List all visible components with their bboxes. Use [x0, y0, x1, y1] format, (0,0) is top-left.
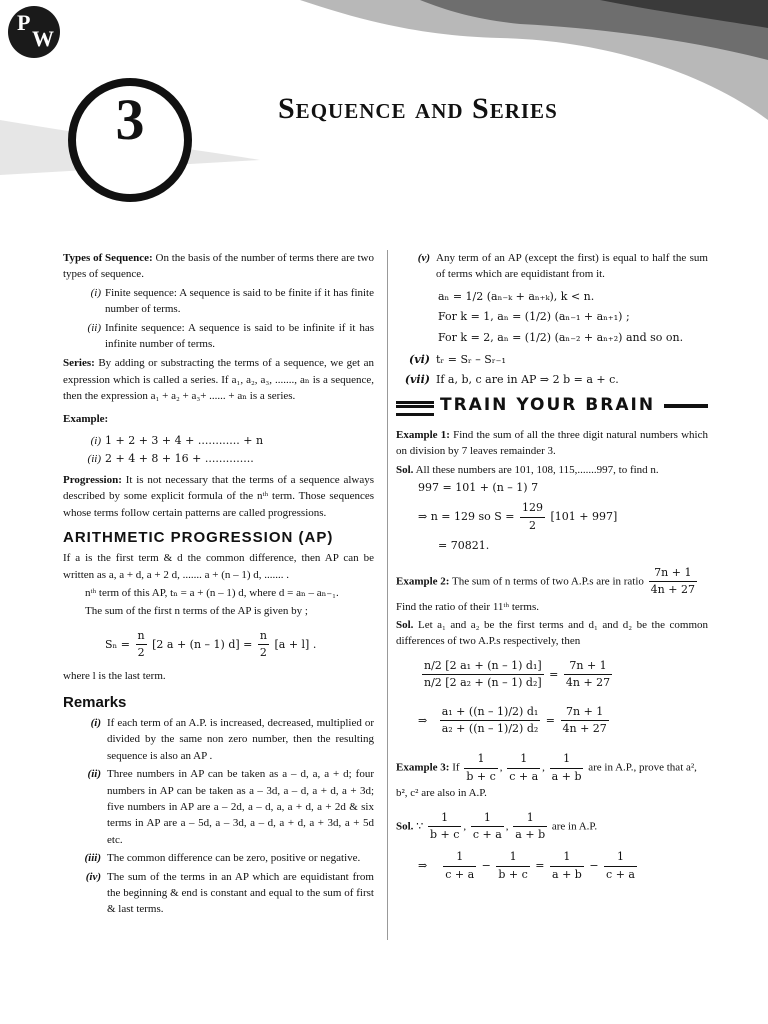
fraction: [604, 849, 637, 883]
logo-letter-w: W: [32, 26, 54, 51]
example-1: [396, 427, 708, 460]
series-text: By adding or substracting the terms of a sequence, we get an expression which is called a series. If a₁, a₂, a₃, ......., aₙ is a sequence, then the expression a₁ + a₂ + a₃+ ...... + aₙ is a series.: [63, 357, 374, 403]
fraction: [136, 628, 147, 662]
implies-symbol: ⇒: [418, 713, 428, 727]
property-item: [396, 372, 708, 388]
item-number: (vi): [409, 353, 430, 367]
banner-title: TRAIN YOUR BRAIN: [440, 394, 656, 415]
fraction-numerator: 7n + 1: [564, 658, 612, 675]
fraction: [464, 751, 497, 785]
fraction-numerator: 1: [507, 751, 540, 768]
property-item: [396, 250, 708, 283]
solution-label: Sol.: [396, 463, 414, 476]
sn-formula: [63, 628, 374, 662]
sn-mid: [2 a + (n – 1) d] =: [152, 637, 253, 651]
remark-item: [63, 766, 374, 848]
progression-text: It is not necessary that the terms of a sequence always described by some explicit formula of the nᵗʰ term. Those sequences whose terms follow certain patterns are called progressions.: [63, 473, 375, 519]
item-text: Any term of an AP (except the first) is equal to half the sum of terms which are equidistant from it.: [436, 252, 708, 281]
property-equation: For k = 1, aₙ = (1/2) (aₙ₋₁ + aₙ₊₁) ;: [438, 310, 630, 324]
item-number: (iii): [84, 852, 101, 865]
fraction-denominator: b + c: [498, 867, 528, 881]
item-number: (ii): [87, 768, 101, 781]
right-column: [396, 250, 708, 887]
example-1-equation: 997 = 101 + (n – 1) 7: [418, 481, 539, 495]
item-number: (i): [90, 435, 101, 448]
item-text: Three numbers in AP can be taken as a – d, a, a + d; four numbers in AP can be taken as a – 3d, a – d, a + d, a + 3d; five numbers in AP are a – 2d, a – d, a, a + d, a + 2d & six terms in AP are a – 5d, a – 3d, a – d, a + d, a + 3d, a + 5d etc.: [107, 768, 374, 846]
progression-heading: Progression:: [63, 473, 122, 486]
fraction-numerator: n: [136, 628, 147, 645]
fraction-denominator: c + a: [606, 867, 635, 881]
example-3-sol-text: are in A.P.: [551, 820, 598, 832]
solution-text: All these numbers are 101, 108, 115,.......997, to find n.: [415, 463, 659, 476]
where-text: where l is the last term.: [63, 669, 166, 682]
example-1-result: = 70821.: [438, 539, 490, 553]
example-1-heading: Example 1:: [396, 428, 450, 441]
fraction-denominator: a + b: [552, 867, 582, 881]
fraction-numerator: 1: [513, 810, 547, 827]
item-text: 2 + 4 + 8 + 16 + ..............: [105, 452, 254, 466]
item-number: (ii): [87, 321, 101, 334]
fraction: [422, 658, 544, 692]
fraction: [513, 810, 547, 844]
fraction-numerator: 1: [550, 751, 584, 768]
fraction-denominator: 4n + 27: [562, 721, 607, 735]
fraction: [507, 751, 540, 785]
column-divider: [387, 250, 388, 940]
fraction-numerator: n: [258, 628, 269, 645]
fraction-denominator: a + b: [551, 769, 582, 783]
sn-end: [a + l] .: [274, 637, 317, 651]
fraction-denominator: b + c: [466, 769, 496, 783]
example-2-question: Find the ratio of their 11ᵗʰ terms.: [396, 600, 540, 613]
fraction: [564, 658, 612, 692]
because-symbol: ∵: [416, 820, 424, 832]
types-heading: Types of Sequence:: [63, 252, 153, 264]
fraction-numerator: 129: [520, 500, 545, 517]
fraction: [649, 565, 697, 599]
item-text: Finite sequence: A sequence is said to be finite if it has finite number of terms.: [105, 286, 374, 316]
fraction-denominator: a₂ + ((n – 1)/2) d₂: [441, 721, 539, 735]
item-text: 1 + 2 + 3 + 4 + ............ + n: [105, 434, 264, 448]
fraction-numerator: 7n + 1: [649, 565, 697, 582]
page-header: [0, 0, 768, 245]
item-number: (ii): [87, 453, 101, 466]
example-2-heading: Example 2:: [396, 575, 450, 588]
banner-bars: [396, 401, 434, 416]
chapter-title: Sequence and Series: [278, 92, 558, 125]
example-2-equation: $\frac{\text{n/2 [2 a₁ + (n – 1) d₁]}}{\text{n/2 [2 a₂ + (n – 1) d₂]}}$ = $\frac{7n + 1}{4n + 27}$: [396, 658, 708, 692]
ap-nth-term: nᵗʰ term of this AP, tₙ = a + (n – 1) d, where d = aₙ – aₙ₋₁.: [85, 586, 339, 599]
example-3-equation: ⇒ $\frac{1}{c + a}$ − $\frac{1}{b + c}$ = $\frac{1}{a + b}$ − $\frac{1}{c + a}$: [396, 849, 708, 883]
equation-part: ⇒ n = 129 so S =: [418, 510, 515, 524]
implies-symbol: ⇒: [418, 859, 428, 873]
fraction: [550, 751, 584, 785]
fraction: [496, 849, 529, 883]
fraction: [428, 810, 461, 844]
remark-item: [63, 850, 374, 866]
solution-label: Sol.: [396, 820, 414, 832]
fraction-denominator: c + a: [445, 867, 475, 881]
fraction-numerator: 1: [471, 810, 504, 827]
example-1-text: Find the sum of all the three digit natural numbers which on division by 7 leaves remainder 3.: [396, 428, 708, 458]
fraction: [440, 704, 541, 738]
fraction-numerator: 1: [443, 849, 476, 866]
example-item: [63, 451, 374, 467]
item-number: (i): [90, 286, 101, 299]
train-your-brain-banner: [396, 395, 708, 417]
example-3-if: If: [452, 761, 460, 774]
fraction: [561, 704, 609, 738]
remark-item: [63, 869, 374, 918]
item-number: (vii): [404, 373, 430, 387]
fraction-denominator: b + c: [429, 827, 460, 841]
ap-heading: ARITHMETIC PROGRESSION (AP): [63, 529, 334, 547]
example-1-equation: [396, 500, 708, 534]
fraction-numerator: a₁ + ((n – 1)/2) d₁: [440, 704, 541, 721]
solution-label: Sol.: [396, 618, 414, 631]
ap-sum-intro: The sum of the first n terms of the AP is given by ;: [85, 605, 308, 618]
property-equation: For k = 2, aₙ = (1/2) (aₙ₋₂ + aₙ₊₂) and so on.: [438, 330, 684, 344]
example-2-text: The sum of n terms of two A.P.s are in ratio: [452, 575, 644, 588]
property-item: [396, 352, 708, 368]
item-number: (v): [417, 252, 430, 264]
item-text: The sum of the terms in an AP which are equidistant from the beginning & end is constant and equal to the sum of first & last terms.: [107, 870, 374, 916]
sn-lhs: Sₙ =: [105, 637, 131, 651]
fraction-denominator: 4n + 27: [650, 583, 695, 597]
banner-bar-middle: [396, 405, 434, 408]
left-column: [63, 250, 374, 920]
remarks-heading: Remarks: [63, 693, 127, 711]
types-text: On the basis of the number of terms there are two types of sequence.: [63, 252, 374, 281]
fraction: [471, 810, 504, 844]
example-2-solution: [396, 617, 708, 650]
ap-text: If a is the first term & d the common difference, then AP can be written as a, a + d, a + 2 d, ....... a + (n – 1) d, ....... .: [63, 552, 374, 581]
fraction-numerator: 7n + 1: [561, 704, 609, 721]
fraction-denominator: a + b: [515, 827, 546, 841]
pw-logo: [8, 6, 60, 58]
item-number: (iv): [85, 870, 101, 883]
fraction-numerator: 1: [550, 849, 584, 866]
fraction: [550, 849, 584, 883]
item-number: (i): [90, 716, 101, 729]
fraction-numerator: 1: [604, 849, 637, 866]
example-3-heading: Example 3:: [396, 761, 450, 774]
example-3-text: are in A.P., prove that a², b², c² are also in A.P.: [396, 761, 697, 800]
example-3-solution: Sol. ∵ $\frac{1}{b + c}$ , $\frac{1}{c + a}$ , $\frac{1}{a + b}$ are in A.P.: [396, 810, 708, 844]
property-equation: aₙ = 1/2 (aₙ₋ₖ + aₙ₊ₖ), k < n.: [438, 289, 595, 303]
series-paragraph: [63, 355, 374, 404]
example-1-solution: [396, 462, 708, 478]
example-3: Example 3: If $\frac{1}{b + c}$ , $\frac{1}{c + a}$ , $\frac{1}{a + b}$ are in A.P., prove that a², b², c² are also in A.P.: [396, 752, 697, 800]
logo-letter-p: P: [17, 10, 31, 35]
remark-item: [63, 715, 374, 764]
example-2: [396, 565, 708, 599]
types-item: [63, 285, 374, 318]
fraction-numerator: 1: [464, 751, 497, 768]
progression-paragraph: [63, 472, 374, 521]
item-text: Infinite sequence: A sequence is said to be infinite if it has infinite number of terms.: [105, 321, 374, 351]
example-item: [63, 433, 374, 449]
item-text: If each term of an A.P. is increased, decreased, multiplied or divided by the same non zero number, then the resulting sequence is also an AP .: [107, 716, 374, 762]
fraction-denominator: 2: [529, 518, 537, 532]
series-heading: Series:: [63, 357, 95, 370]
types-item: [63, 320, 374, 353]
fraction-numerator: n/2 [2 a₁ + (n – 1) d₁]: [422, 658, 544, 675]
example-2-equation: ⇒ $\frac{\text{a₁ + ((n – 1)/2) d₁}}{\text{a₂ + ((n – 1)/2) d₂}}$ = $\frac{7n + 1}{4n + 27}$: [396, 704, 708, 738]
item-text: The common difference can be zero, positive or negative.: [107, 852, 361, 865]
fraction-numerator: 1: [496, 849, 529, 866]
example-heading: Example:: [63, 412, 109, 425]
fraction-denominator: 4n + 27: [565, 676, 611, 690]
item-text: tᵣ = Sᵣ – Sᵣ₋₁: [436, 353, 506, 367]
fraction: [520, 500, 545, 534]
banner-line: [664, 404, 708, 408]
solution-text: Let a₁ and a₂ be the first terms and d₁ and d₂ be the common differences of two A.P.s respectively, then: [396, 618, 709, 648]
fraction-denominator: c + a: [509, 769, 539, 783]
types-paragraph: [63, 250, 374, 283]
chapter-number: 3: [68, 78, 192, 202]
fraction-denominator: 2: [137, 646, 145, 660]
equation-part: [101 + 997]: [550, 510, 618, 524]
fraction-numerator: 1: [428, 810, 461, 827]
fraction: [258, 628, 269, 662]
fraction-denominator: n/2 [2 a₂ + (n – 1) d₂]: [424, 676, 542, 690]
fraction: [443, 849, 476, 883]
fraction-denominator: 2: [259, 646, 267, 660]
item-text: If a, b, c are in AP ⇒ 2 b = a + c.: [436, 373, 619, 387]
fraction-denominator: c + a: [472, 827, 502, 841]
